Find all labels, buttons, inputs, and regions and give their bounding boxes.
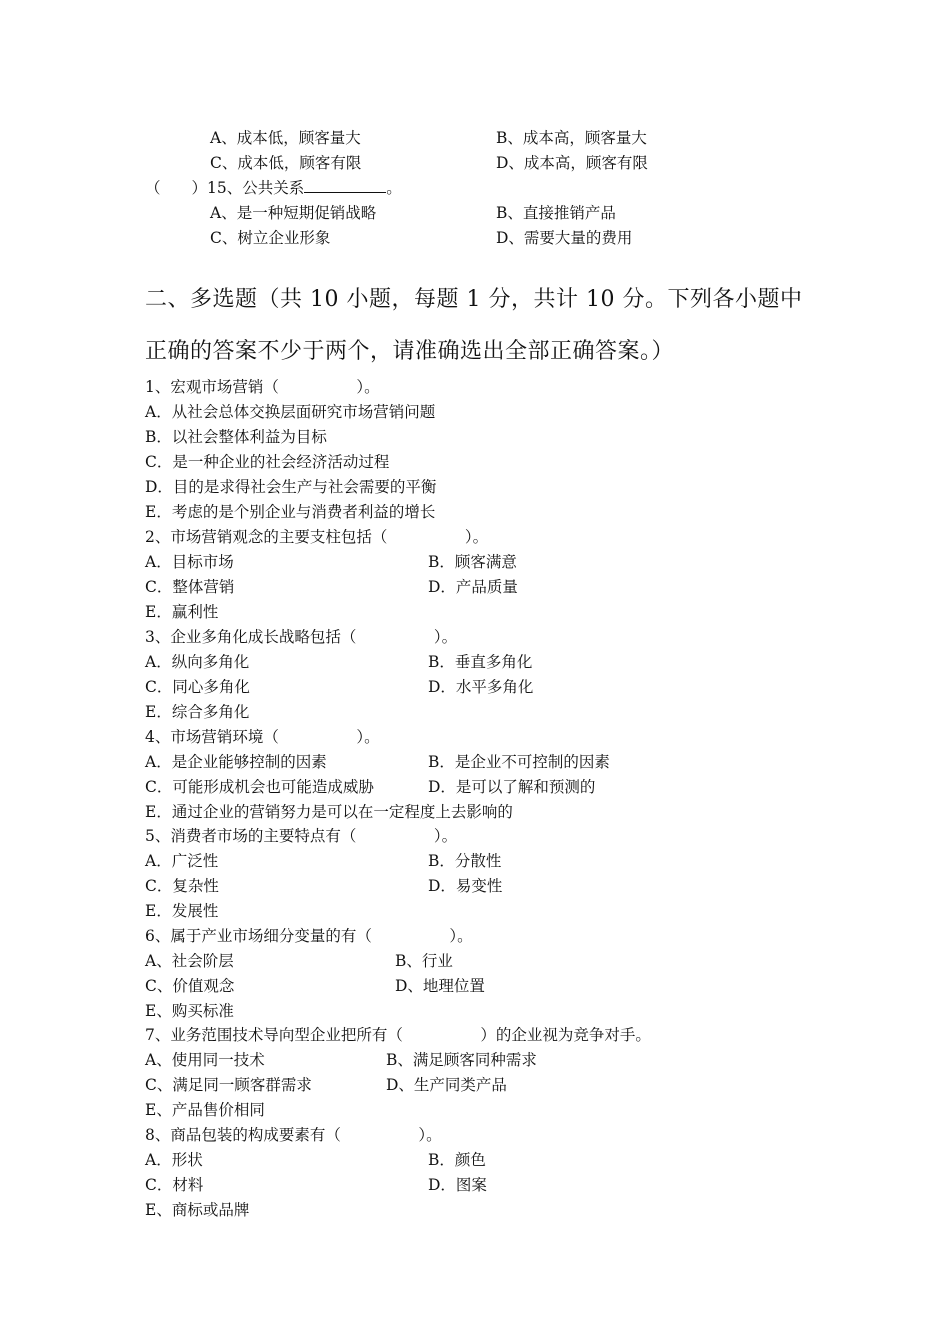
- q15-option-a: A、是一种短期促销战略: [210, 204, 377, 222]
- q4-option-b: B．是企业不可控制的因素: [428, 753, 610, 771]
- q6-stem: 6、属于产业市场细分变量的有（ ）。: [145, 927, 473, 945]
- q15-stem-prefix: （ ）15、公共关系: [145, 179, 305, 197]
- q8-stem: 8、商品包装的构成要素有（ ）。: [145, 1126, 442, 1144]
- q5-option-e: E．发展性: [145, 902, 219, 920]
- q2-stem: 2、市场营销观念的主要支柱包括（ ）。: [145, 528, 489, 546]
- q7-option-a: A、使用同一技术: [145, 1051, 265, 1069]
- q5-option-d: D．易变性: [428, 877, 503, 895]
- q8-option-b: B．颜色: [428, 1151, 486, 1169]
- q2-option-d: D．产品质量: [428, 578, 518, 596]
- q8-option-e: E、商标或品牌: [145, 1201, 250, 1219]
- q1-option-b: B．以社会整体利益为目标: [145, 428, 327, 446]
- q5-option-c: C．复杂性: [145, 877, 219, 895]
- q2-option-b: B．顾客满意: [428, 553, 517, 571]
- q4-option-c: C．可能形成机会也可能造成威胁: [145, 778, 374, 796]
- q5-stem: 5、消费者市场的主要特点有（ ）。: [145, 827, 458, 845]
- q15-option-c: C、树立企业形象: [210, 229, 331, 247]
- q15-stem: [145, 178, 402, 198]
- q2-option-c: C．整体营销: [145, 578, 235, 596]
- q1-option-c: C．是一种企业的社会经济活动过程: [145, 453, 390, 471]
- q1-option-d: D．目的是求得社会生产与社会需要的平衡: [145, 478, 437, 496]
- q4-option-e: E．通过企业的营销努力是可以在一定程度上去影响的: [145, 803, 513, 821]
- q3-stem: 3、企业多角化成长战略包括（ ）。: [145, 628, 458, 646]
- q7-option-d: D、生产同类产品: [386, 1076, 507, 1094]
- q6-option-b: B、行业: [395, 952, 453, 970]
- q1-stem: 1、宏观市场营销（ ）。: [145, 378, 380, 396]
- q6-option-a: A、社会阶层: [145, 952, 234, 970]
- q3-option-d: D．水平多角化: [428, 678, 534, 696]
- q8-option-a: A．形状: [145, 1151, 203, 1169]
- q1-option-a: A．从社会总体交换层面研究市场营销问题: [145, 403, 436, 421]
- q14-option-c: C、成本低，顾客有限: [210, 154, 362, 172]
- q8-option-c: C．材料: [145, 1176, 204, 1194]
- q7-option-b: B、满足顾客同种需求: [386, 1051, 537, 1069]
- q8-option-d: D．图案: [428, 1176, 487, 1194]
- section-heading-line1: 二、多选题（共 10 小题，每题 1 分，共计 10 分。下列各小题中: [145, 287, 803, 312]
- section-heading-line2: 正确的答案不少于两个，请准确选出全部正确答案。）: [145, 339, 675, 364]
- q1-option-e: E．考虑的是个别企业与消费者利益的增长: [145, 503, 436, 521]
- q3-option-c: C．同心多角化: [145, 678, 250, 696]
- q7-option-e: E、产品售价相同: [145, 1101, 265, 1119]
- q14-option-a: A、成本低，顾客量大: [210, 129, 361, 147]
- answer-blank: [304, 178, 386, 193]
- q5-option-a: A．广泛性: [145, 852, 219, 870]
- q4-option-d: D．是可以了解和预测的: [428, 778, 596, 796]
- q7-stem: 7、业务范围技术导向型企业把所有（ ）的企业视为竞争对手。: [145, 1026, 651, 1044]
- q3-option-e: E．综合多角化: [145, 703, 250, 721]
- q6-option-c: C、价值观念: [145, 977, 235, 995]
- q15-option-b: B、直接推销产品: [496, 204, 616, 222]
- q15-stem-suffix: 。: [386, 179, 402, 197]
- q4-option-a: A．是企业能够控制的因素: [145, 753, 327, 771]
- q7-option-c: C、满足同一顾客群需求: [145, 1076, 312, 1094]
- q3-option-a: A．纵向多角化: [145, 653, 250, 671]
- q5-option-b: B．分散性: [428, 852, 502, 870]
- q14-option-b: B、成本高，顾客量大: [496, 129, 647, 147]
- q6-option-e: E、购买标准: [145, 1002, 234, 1020]
- q2-option-a: A．目标市场: [145, 553, 234, 571]
- q15-option-d: D、需要大量的费用: [496, 229, 633, 247]
- q3-option-b: B．垂直多角化: [428, 653, 533, 671]
- q2-option-e: E．赢利性: [145, 603, 219, 621]
- q6-option-d: D、地理位置: [395, 977, 485, 995]
- q14-option-d: D、成本高，顾客有限: [496, 154, 648, 172]
- q4-stem: 4、市场营销环境（ ）。: [145, 728, 380, 746]
